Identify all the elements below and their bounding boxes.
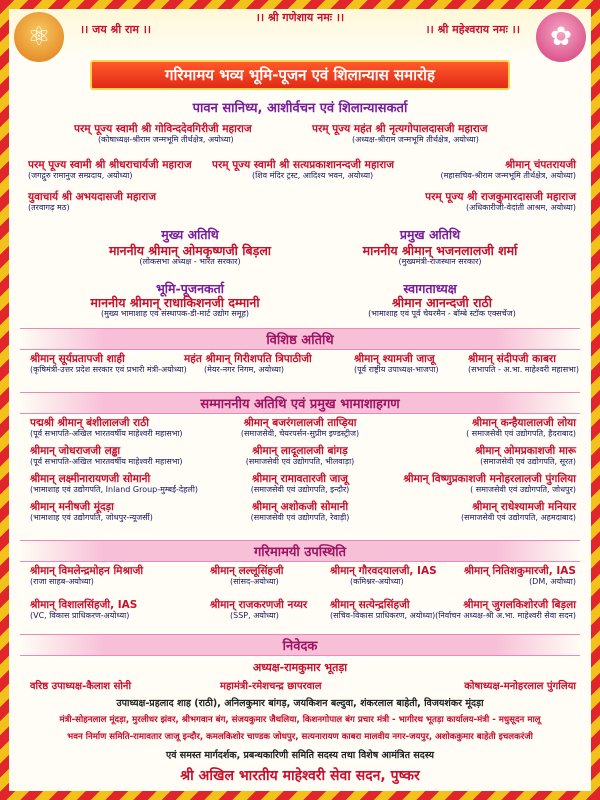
person-bhajanlal-sharma: माननीय श्रीमान् भजनलालजी शर्मा (मुख्यमंत्री-राजस्थान सरकार) xyxy=(362,243,518,266)
person-satyendra-singh: श्रीमान् सत्येन्द्रसिंहजी (सचिव-विकास प्राधिकरण, अयोध्या) xyxy=(330,599,436,620)
organisation-name: श्री अखिल भारतीय माहेश्वरी सेवा सदन, पुष्कर xyxy=(180,768,420,784)
ram-image-icon: ⚛ xyxy=(14,12,64,62)
section-heading-honoured-guests: सम्माननीय अतिथि एवं प्रमुख भामाशाहगण xyxy=(20,392,580,414)
person-girishpati-tripathi: महंत श्रीमान् गिरीशपति त्रिपाठीजी (मेयर-नगर निगम, अयोध्या) xyxy=(184,353,312,374)
person-rajkaran-nayyar: श्रीमान् राजकरणजी नय्यर (SSP, अयोध्या) xyxy=(210,599,308,620)
section-heading-dignitaries: गरिमामयी उपस्थिति xyxy=(20,540,580,562)
person-gaurav-dayal: श्रीमान् गौरवदयालजी, IAS (कमिश्नर-अयोध्या) xyxy=(330,565,437,586)
person-omprakash-maru: श्रीमान् ओमप्रकाशजी मारू (समाजसेवी एवं उद्योगपति, सूरत) xyxy=(475,445,576,466)
person-om-birla: माननीय श्रीमान् ओमकृष्णजी बिड़ला (लोकसभा अध्यक्ष - भारत सरकार) xyxy=(108,243,272,266)
person-rajkumardas: परम् पूज्य श्री राजकुमारदासजी महाराज (अधिकारीजी-वेदांती आश्रम, अयोध्या) xyxy=(425,191,576,212)
secretaries-line: मंत्री-सोहनलाल मूंदड़ा, मुरलीधर झंवर, श्रीभगवान बंग, संजयकुमार जैथलिया, किशनगोपाल बंग प्रचार मंत्री - भागीरथ भूतड़ा कार्यालय-मंत्री - मधुसूदन मालू xyxy=(59,715,541,725)
jai-shri-ram: ।। जय श्री राम ।। xyxy=(80,23,152,36)
shri-ganeshay-namah: ।। श्री गणेशाय नमः ।। xyxy=(255,11,345,24)
person-nritya-gopaldas: परम् पूज्य महंत श्री नृत्यगोपालदासजी महाराज (अध्यक्ष-श्रीराम जन्मभूमि तीर्थक्षेत्र, अयोध्या) xyxy=(312,123,488,144)
section-heading-special-guests: विशिष्ठ अतिथि xyxy=(20,328,580,350)
general-secretary: महामंत्री-रमेशचन्द्र छापरवाल xyxy=(220,681,322,692)
person-shyam-jaju: श्रीमान् श्यामजी जाजू (पूर्व राष्ट्रीय उपाध्यक्ष-भाजपा) xyxy=(354,353,439,374)
person-abhaydas: युवाचार्य श्री अभयदासजी महाराज (तरवागढ़ मठ) xyxy=(28,191,157,212)
person-surya-pratap-shahi: श्रीमान् सूर्यप्रतापजी शाही (कृषिमंत्री-उत्तर प्रदेश सरकार एवं प्रभारी मंत्री-अयोध्या) xyxy=(30,353,187,374)
section-heading-blessings: पावन सानिध्य, आशीर्वचन एवं शिलान्यासकर्ता xyxy=(192,101,408,116)
heading-chief-guest: मुख्य अतिथि xyxy=(161,227,219,242)
mahesh-image-icon: ✿ xyxy=(536,12,586,62)
person-anand-rathi: श्रीमान आनन्दजी राठी (भामाशाह एवं पूर्व चेयरमैन - बॉम्बे स्टॉक एक्सचेंज) xyxy=(368,295,516,318)
building-committee-line: भवन निर्माण समिति-रामावतार जाजू इन्दौर, कमलकिशोर चाण्डक जोधपुर, सत्यनारायण काबरा मालवीय नगर-जयपुर, अशोककुमार बाहेती इचलकरंजी xyxy=(67,732,533,742)
heading-welcome-chair: स्वागताध्यक्ष xyxy=(403,281,457,296)
person-vimlendra-mishra: श्रीमान् विमलेन्द्रमोहन मिश्राजी (राजा साहब-अयोध्या) xyxy=(30,565,144,586)
heading-bhoomi-pujan: भूमि-पूजनकर्ता xyxy=(156,281,224,296)
person-shridharacharya: परम् पूज्य स्वामी श्री श्रीधराचार्यजी महाराज (जगद्गुरु रामानुज सम्प्रदाय, अयोध्या) xyxy=(28,159,192,180)
section-heading-requesters: निवेदक xyxy=(20,634,580,656)
person-champatrai: श्रीमान् चंपतरायजी (महासचिव-श्रीराम जन्मभूमि तीर्थक्षेत्र, अयोध्या) xyxy=(440,159,576,180)
person-nitish-kumar: श्रीमान् नितिशकुमारजी, IAS (DM, अयोध्या) xyxy=(463,565,576,586)
person-laxminarayan-somani: श्रीमान् लक्ष्मीनारायणजी सोमानी (भामाशाह एवं उद्योगपति, Inland Group-मुम्बई-देहली) xyxy=(30,473,199,494)
treasurer: कोषाध्यक्ष-मनोहरलाल पुंगलिया xyxy=(464,681,576,692)
person-radheshyam-maniyar: श्रीमान् राधेश्यामजी मनियार (समाजसेवी एवं उद्योगपति, अहमदाबाद) xyxy=(461,501,576,522)
person-ashok-somani: श्रीमान् अशोकजी सोमानी (समाजसेवी एवं उद्योगपति, रेवाड़ी) xyxy=(250,501,350,522)
person-kanhaiyalal-loya: श्रीमान् कन्हैयालालजी लोया ( समाजसेवी एवं उद्योगपति, हैदराबाद) xyxy=(466,417,576,438)
person-ladulal-bangar: श्रीमान् लादूलालजी बांगड़ (समाजसेवी एवं उद्योगपति, भीलवाड़ा) xyxy=(245,445,355,466)
person-sandeep-kabra: श्रीमान् संदीपजी काबरा (सभापति - अ.भा. माहेश्वरी महासभा) xyxy=(468,353,579,374)
person-vishnuprakash-pungalia: श्रीमान् विष्णुप्रकाशजी मनोहरलालजी पुंगलिया ( समाजसेवी एवं उद्योगपति, जोधपुर) xyxy=(403,473,576,494)
person-ramavtar-jaju: श्रीमान् रामावतारजी जाजू (समाजसेवी एवं उद्योगपति, इन्दौर) xyxy=(250,473,350,494)
shri-maheshwaray-namah: ।। श्री महेश्वराय नमः ।। xyxy=(425,23,520,36)
person-satyaprakashanand: परम् पूज्य स्वामी श्री सत्यप्रकाशानन्दजी महाराज (शिव मंदिर ट्रस्ट, आदिश्य भवन, अयोध्या) xyxy=(212,159,395,180)
heading-main-guest: प्रमुख अतिथि xyxy=(399,227,461,242)
senior-vp: वरिष्ठ उपाध्यक्ष-कैलाश सोनी xyxy=(30,681,132,692)
person-jodhraj-laddha: श्रीमान् जोधराजजी लड्ढा (पूर्व सभापति-अखिल भारतवर्षीय माहेश्वरी महासभा) xyxy=(30,445,183,466)
members-line: एवं समस्त मार्गदर्शक, प्रबन्धकारिणी समिति सदस्य तथा विशेष आमंत्रित सदस्य xyxy=(165,750,435,761)
vice-presidents-line: उपाध्यक्ष-प्रहलाद शाह (राठी), अनिलकुमार बांगड़, जयकिशन बल्दुवा, शंकरलाल बाहेती, विजयशंकर मूंदड़ा xyxy=(116,698,484,709)
person-govinddevgiri: परम् पूज्य स्वामी श्री गोविन्ददेवगिरीजी महाराज (कोषाध्यक्ष-श्रीराम जन्मभूमि तीर्थक्षेत्र, अयोध्या) xyxy=(74,123,252,144)
president-line: अध्यक्ष-रामकुमार भूतड़ा xyxy=(252,661,348,674)
person-vishal-singh: श्रीमान् विशालसिंहजी, IAS (VC, विकास प्राधिकरण-अयोध्या) xyxy=(30,599,138,620)
person-radhakishan-damani: माननीय श्रीमान् राधाकिशनजी दम्मानी (मुख्य भामाशाह एवं संस्थापक-डी-मार्ट उद्योग समूह) xyxy=(90,295,260,318)
person-bajranglal-tapdia: श्रीमान् बजरंगलालजी ताप्ड़िया (समाजसेवी, चेयरपर्सन-सुप्रीम इण्डस्ट्रीज) xyxy=(240,417,360,438)
person-banshilal-rathi: पद्मश्री श्रीमान् बंशीलालजी राठी (पूर्व सभापति-अखिल भारतवर्षीय माहेश्वरी महासभा) xyxy=(30,417,183,438)
event-title: गरिमामय भव्य भूमि-पूजन एवं शिलान्यास समारोह xyxy=(90,60,510,90)
person-jugalkishore-birla: श्रीमान् जुगलकिशोरजी बिड़ला (निर्वाचन अध्यक्ष-श्री अ.भा. माहेश्वरी सेवा सदन) xyxy=(435,599,576,620)
person-lallu-singh: श्रीमान् लल्लूसिंहजी (सांसद-अयोध्या) xyxy=(210,565,284,586)
person-manish-mundra: श्रीमान् मनीषजी मूंदड़ा (भामाशाह एवं उद्योगपति, जोधपुर-न्यूजर्सी) xyxy=(30,501,153,522)
